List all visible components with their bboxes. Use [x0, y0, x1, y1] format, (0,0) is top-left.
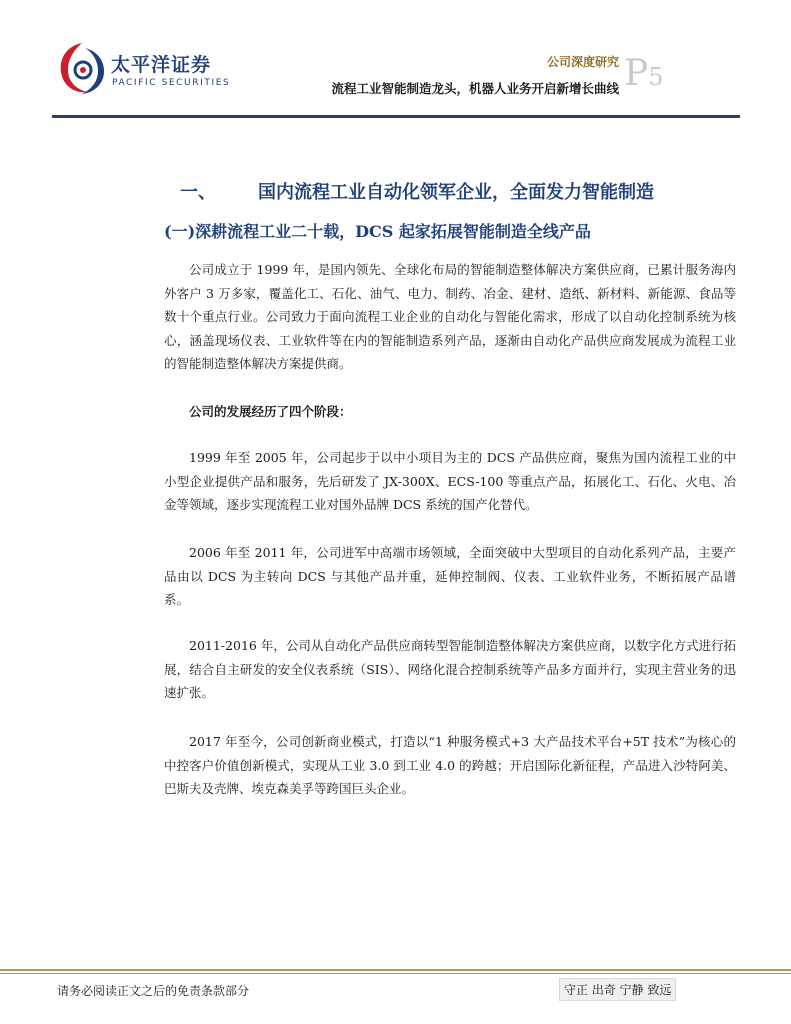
- report-type: 公司深度研究: [546, 55, 619, 69]
- footer-divider: [0, 969, 791, 971]
- section-heading: [180, 178, 654, 204]
- company-logo: [55, 40, 231, 98]
- paragraph-stage-3: 2011-2016 年，公司从自动化产品供应商转型智能制造整体解决方案供应商，以数字化方式进行拓展，结合自主研发的安全仪表系统（SIS）、网络化混合控制系统等产品多方面并行，实现主营业务的迅速扩张。: [164, 638, 736, 700]
- footer-disclaimer: 请务必阅读正文之后的免责条款部分: [57, 984, 250, 998]
- paragraph-company-overview: 公司成立于 1999 年，是国内领先、全球化布局的智能制造整体解决方案供应商，已累计服务海内外客户 3 万多家，覆盖化工、石化、油气、电力、制药、冶金、建材、造纸、新材料、新能源、食品等数十个重点行业。公司致力于面向流程工业企业的自动化与智能化需求，形成了以自动化控制系统为核心，涵盖现场仪表、工业软件等在内的智能制造系列产品，逐渐由自动化产品供应商发展成为流程工业的智能制造整体解决方案提供商。: [164, 262, 736, 371]
- footer-slogan: 守正 出奇 宁静 致远: [559, 978, 676, 1001]
- page-number: [624, 53, 664, 94]
- paragraph-stage-1: 1999 年至 2005 年，公司起步于以中小项目为主的 DCS 产品供应商，聚焦为国内流程工业的中小型企业提供产品和服务，先后研发了 JX-300X、ECS-100 等重点产品，拓展化工、石化、火电、冶金等领域，逐步实现流程工业对国外品牌 DCS 系统的国产化替代。: [164, 450, 736, 512]
- pacific-securities-logo-icon: [55, 40, 109, 96]
- section-number: 一、: [180, 182, 216, 203]
- paragraph-stage-2: 2006 年至 2011 年，公司进军中高端市场领域，全面突破中大型项目的自动化系列产品，主要产品由以 DCS 为主转向 DCS 与其他产品并重，延伸控制阀、仪表、工业软件业务，不断拓展产品谱系。: [164, 545, 736, 607]
- page-number-value: 5: [648, 63, 664, 91]
- footer-divider-thin: [0, 973, 791, 974]
- header-divider: [52, 115, 740, 118]
- page-prefix: P: [624, 53, 649, 94]
- paragraph-stage-4: 2017 年至今，公司创新商业模式，打造以“1 种服务模式+3 大产品技术平台+5T 技术”为核心的中控客户价值创新模式，实现从工业 3.0 到工业 4.0 的跨越；开启国际化新征程，产品进入沙特阿美、巴斯夫及壳牌、埃克森美孚等跨国巨头企业。: [164, 734, 736, 796]
- logo-chinese-name: 太平洋证券: [111, 54, 212, 76]
- stages-heading: 公司的发展经历了四个阶段：: [189, 404, 352, 419]
- section-title: 国内流程工业自动化领军企业，全面发力智能制造: [258, 182, 654, 203]
- logo-english-name: PACIFIC SECURITIES: [112, 78, 231, 88]
- report-title: 流程工业智能制造龙头，机器人业务开启新增长曲线: [331, 81, 619, 96]
- subsection-heading: (一)深耕流程工业二十载，DCS 起家拓展智能制造全线产品: [164, 222, 591, 241]
- page-header: [0, 0, 791, 120]
